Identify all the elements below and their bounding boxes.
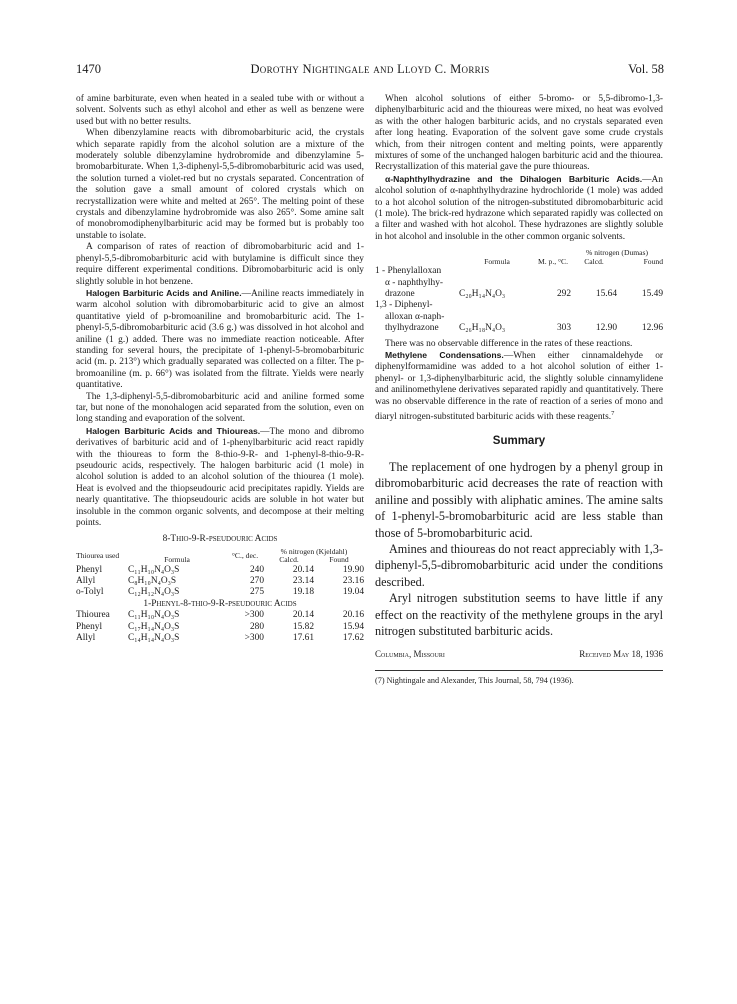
cell-formula: C₁₁H₁₀N₄O₃S — [128, 564, 180, 575]
compound-line: drazone — [385, 288, 415, 299]
table-subtitle: 1-Phenyl-8-thio-9-R-pseudouric Acids — [143, 598, 297, 609]
footnote: (7) Nightingale and Alexander, This Journal, 58, 794 (1936). — [375, 676, 574, 686]
table-row — [375, 300, 663, 334]
paragraph — [76, 426, 364, 530]
cell-thiourea: o-Tolyl — [76, 587, 104, 598]
cell-found: 17.62 — [342, 633, 364, 644]
cell-calcd: 12.90 — [595, 323, 617, 334]
cell-formula: C₁₄H₁₄N₄O₃S — [128, 633, 180, 644]
paragraph: There was no observable difference in the rates of these reactions. — [385, 338, 633, 349]
cell-calcd: 17.61 — [292, 633, 314, 644]
table-row — [76, 610, 364, 621]
hydrazones-table — [375, 249, 663, 334]
section-run-in-heading: α-Naphthylhydrazine and the Dihalogen Barbituric Acids. — [385, 173, 643, 184]
cell-calcd: 19.18 — [292, 587, 314, 598]
footnote-ref: 7 — [611, 409, 615, 417]
paragraph: of amine barbiturate, even when heated in a sealed tube with or without a solvent. Solvents such as ethyl alcohol and ether as well as benzene were used but with no better results. — [76, 94, 364, 127]
column-header: Found — [643, 256, 663, 266]
cell-compound — [375, 266, 459, 300]
location: Columbia, Missouri — [375, 649, 445, 660]
compound-line: α - naphthylhy- — [385, 277, 444, 288]
received-date: Received May 18, 1936 — [579, 649, 663, 660]
cell-calcd: 15.82 — [292, 621, 314, 632]
cell-mp: >300 — [244, 610, 264, 621]
table-row — [76, 633, 364, 644]
summary-paragraph: The replacement of one hydrogen by a phenyl group in dibromobarbituric acid decreases the rate of reaction with aniline and possibly with aliphatic amines. The amine salts of 1-phenyl-5-bromobarbituric acid are less stable than those of 5-bromobarbituric acid. — [375, 459, 663, 540]
paragraph — [375, 350, 663, 424]
cell-calcd: 15.64 — [595, 288, 617, 299]
cell-mp: >300 — [244, 633, 264, 644]
paragraph-text: —When either cinnamaldehyde or diphenylformamidine was added to a hot alcohol solution of either 1-phenyl- or 1,3-diphenylbarbituric acid, the slightly soluble cinnamylidene and anilinomethylene derivatives separated rapidly and quantitatively. There was no observable difference in the rate of reaction of a series of mono and diaryl nitrogen-substituted barbituric acids with these reagents. — [375, 350, 663, 423]
summary-paragraph: Amines and thioureas do not react appreciably with 1,3-diphenyl-5,5-dibromobarbituric acid under the conditions described. — [375, 541, 663, 589]
cell-formula: C₈H₁₀N₄O₃S — [128, 576, 177, 587]
cell-formula: C₁₁H₁₀N₄O₃S — [128, 610, 180, 621]
table-row — [76, 587, 364, 598]
paragraph: The 1,3-diphenyl-5,5-dibromobarbituric acid and aniline formed some tar, but none of the monohalogen acid separated from the solution, even on long standing and evaporation of the solvent. — [76, 391, 364, 425]
thiopseudouric-acids-table — [76, 548, 364, 645]
summary-paragraph: Aryl nitrogen substitution seems to have little if any effect on the reactivity of the methylene groups in the aryl nitrogen substituted barbituric acids. — [375, 591, 663, 638]
cell-thiourea: Phenyl — [76, 564, 103, 575]
section-run-in-heading: Methylene Condensations. — [385, 349, 504, 360]
paragraph — [375, 174, 663, 243]
paragraph-text: —The mono and dibromo derivatives of barbituric acid and of 1-phenylbarbituric acid react rapidly with the thioureas to form the 8-thio-9-R- and 1-phenyl-8-thio-9-R-pseudouric acids, respectively. The halogen barbituric acid (1 mole) in alcohol solution is added to an alcohol solution of the thiourea (1 mole). Heat is evolved and the thiopseudouric acid precipitates rapidly. Yields are nearly quantitative. The thiopseudouric acids are soluble in hot water but insoluble in the common organic solvents, and decompose at their melting points. — [76, 426, 364, 529]
cell-mp: 275 — [249, 587, 264, 598]
compound-line: 1 - Phenylalloxan — [375, 266, 442, 277]
column-header: °C., dec. — [231, 551, 259, 561]
cell-compound — [375, 300, 459, 334]
cell-thiourea: Allyl — [76, 633, 96, 644]
column-header: M. p., °C. — [537, 256, 569, 266]
compound-line: 1,3 - Diphenyl- — [375, 300, 433, 311]
cell-found: 23.16 — [342, 576, 364, 587]
cell-mp: 270 — [249, 576, 264, 587]
paragraph: A comparison of rates of reaction of dibromobarbituric acid and 1-phenyl-5,5-dibromobarbituric acid with butylamine is difficult since they require different experimental conditions. Dibromobarbituric acid is only slightly soluble in hot benzene. — [76, 242, 364, 287]
cell-found: 19.04 — [342, 587, 364, 598]
cell-found: 19.90 — [342, 564, 364, 575]
volume-number: Vol. 58 — [628, 62, 664, 76]
running-title: Dorothy Nightingale and Lloyd C. Morris — [250, 62, 490, 76]
column-header: Calcd. — [584, 256, 604, 266]
paragraph — [76, 288, 364, 392]
table-row — [76, 576, 364, 587]
cell-calcd: 20.14 — [292, 610, 314, 621]
cell-thiourea: Thiourea — [76, 610, 110, 621]
cell-mp: 280 — [249, 621, 264, 632]
paragraph-text: —Aniline reacts immediately in warm alcohol solution with dibromobarbituric acid to give an almost quantitative yield of p-bromoaniline and bromobarbituric acid. The 1-phenyl-5,5-dibromobarbituric acid (3.6 g.) was dissolved in hot alcohol and aniline (1 g.) added. There was no immediate reaction noticeable. After standing for several hours, the precipitate of 1-phenyl-5-bromobarbituric acid (m. p. 213°) which gradually separated was collected on a filter. The p-bromoaniline (m. p. 66°) was isolated from the filtrate. Yields were nearly quantitative. — [76, 288, 364, 391]
paragraph: When dibenzylamine reacts with dibromobarbituric acid, the crystals which separate rapidly from the alcohol solution are a mixture of the moderately soluble dibenzylamine hydrobromide and dibenzylamine 5-bromobarbiturate. When 1,3-diphenyl-5,5-dibromobarbituric acid was used, the solution turned a violet-red but no crystals separated. Concentration of the solution gave a small amount of colored crystals which on recrystallization were white and melted at 265°. The melting point of these crystals and dibenzylamine hydrobromide was also 265°. Some amine salt of monobromodiphenylbarbituric acid may be formed but is probably too unstable to isolate. — [76, 128, 364, 241]
compound-line: thylhydrazone — [385, 323, 439, 334]
paragraph-text: —An alcohol solution of α-naphthylhydrazine hydrochloride (1 mole) was added to a hot alcohol solution of the nitrogen-substituted dibromobarbituric acid (1 mole). The brick-red hydrazone which separated rapidly was collected on a filter and washed with hot alcohol. These hydrazones are slightly soluble in hot alcohol and insoluble in the other common organic solvents. — [375, 174, 663, 242]
cell-mp: 292 — [556, 288, 571, 299]
column-header: % nitrogen (Dumas) — [586, 248, 648, 258]
table-row — [76, 622, 364, 633]
affiliation-line — [375, 649, 663, 663]
column-header: Thiourea used — [76, 551, 120, 561]
cell-found: 15.49 — [641, 288, 663, 299]
cell-mp: 240 — [249, 564, 264, 575]
section-run-in-heading: Halogen Barbituric Acids and Aniline. — [86, 287, 242, 298]
right-column — [375, 94, 663, 687]
cell-calcd: 23.14 — [292, 576, 314, 587]
compound-line: alloxan α-naph- — [385, 311, 445, 322]
cell-mp: 303 — [556, 323, 571, 334]
cell-found: 20.16 — [342, 610, 364, 621]
table-title: 8-Thio-9-R-pseudouric Acids — [162, 534, 278, 545]
cell-calcd: 20.14 — [292, 564, 314, 575]
summary-body — [375, 459, 663, 639]
running-header — [76, 62, 664, 78]
column-header: % nitrogen (Kjeldahl) — [280, 546, 348, 556]
table-row — [76, 565, 364, 576]
cell-formula: C₂₆H₁₈N₄O₃ — [459, 323, 506, 334]
column-header: Found — [329, 555, 349, 565]
table-row — [375, 266, 663, 300]
cell-found: 15.94 — [342, 621, 364, 632]
cell-thiourea: Phenyl — [76, 621, 103, 632]
cell-formula: C₂₀H₁₄N₄O₃ — [459, 288, 506, 299]
column-header: Calcd. — [279, 555, 299, 565]
summary-heading: Summary — [492, 434, 546, 447]
cell-found: 12.96 — [641, 323, 663, 334]
cell-formula: C₁₂H₁₂N₄O₃S — [128, 587, 180, 598]
cell-formula: C₁₇H₁₄N₄O₃S — [128, 621, 180, 632]
section-run-in-heading: Halogen Barbituric Acids and Thioureas. — [86, 425, 261, 436]
footnote-rule — [375, 670, 663, 671]
page-number: 1470 — [76, 62, 101, 76]
column-header: Formula — [164, 555, 190, 565]
paragraph: When alcohol solutions of either 5-bromo- or 5,5-dibromo-1,3-diphenylbarbituric acid and the thioureas were mixed, no heat was evolved as with the other halogen barbituric acids, and no crystals separated even after long heating. Evaporation of the solvent gave some crude crystals which, from their nitrogen content and melting points, were apparently mixtures of some of the unchanged halogen barbituric acid and the thiourea. Recrystallization of this material gave the pure thioureas. — [375, 94, 663, 173]
cell-thiourea: Allyl — [76, 576, 96, 587]
column-header: Formula — [484, 256, 510, 266]
left-column — [76, 94, 364, 645]
